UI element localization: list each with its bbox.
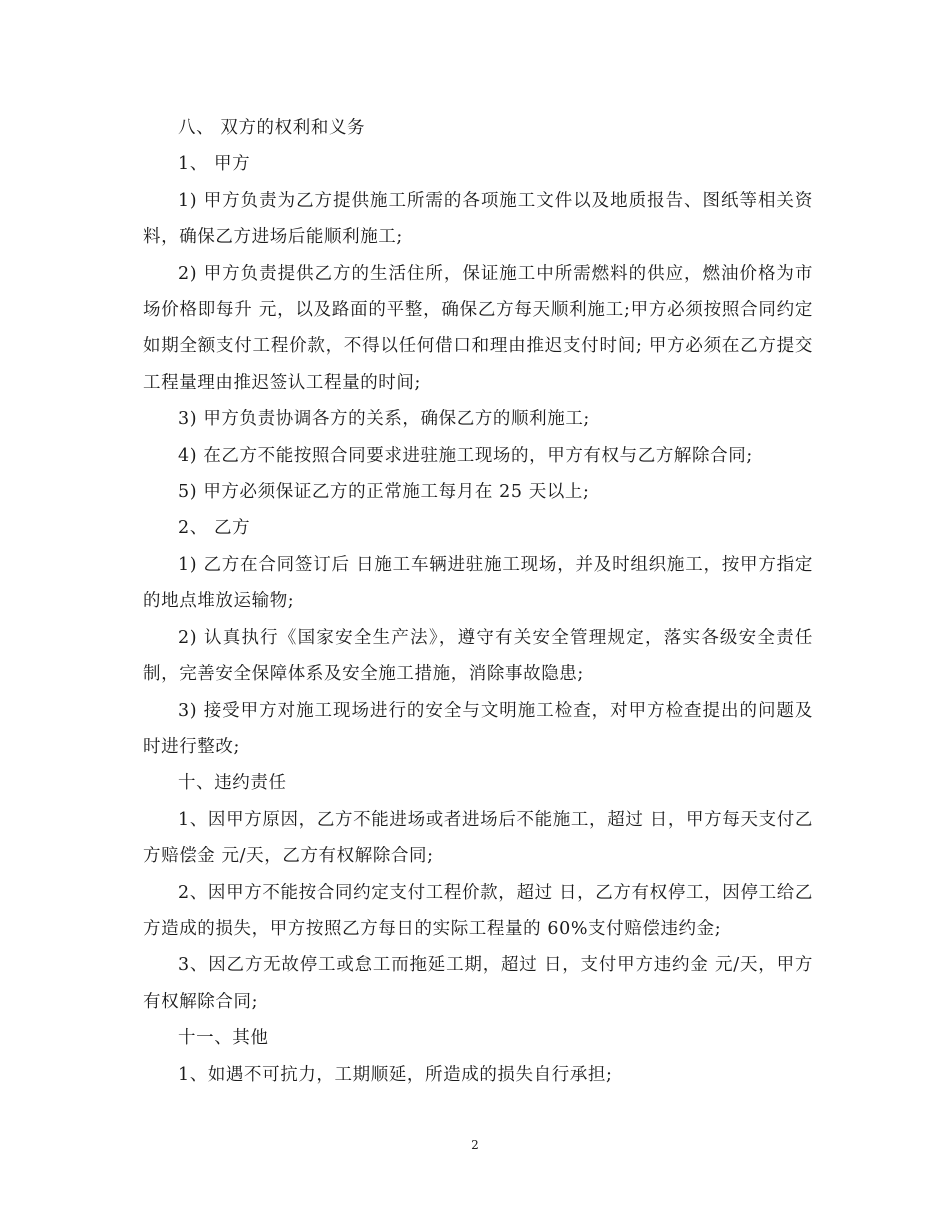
clause-party-a-2: 2) 甲方负责提供乙方的生活住所，保证施工中所需燃料的供应，燃油价格为市场价格即每升 元，以及路面的平整，确保乙方每天顺利施工;甲方必须按照合同约定如期全额支付工程价款，不得以任何借口和理由推迟支付时间; 甲方必须在乙方提交工程量理由推迟签认工程量的时间; [143,263,813,393]
clause-breach-3: 3、因乙方无故停工或怠工而拖延工期，超过 日，支付甲方违约金 元/天，甲方有权解除合同; [143,955,813,1012]
clause-breach-1: 1、因甲方原因，乙方不能进场或者进场后不能施工，超过 日，甲方每天支付乙方赔偿金 元/天，乙方有权解除合同; [143,809,813,867]
section-heading-breach-liability: 十、违约责任 [178,773,287,794]
clause-party-a-4: 4) 在乙方不能按照合同要求进驻施工现场的，甲方有权与乙方解除合同; [178,445,753,466]
clause-party-a-3: 3) 甲方负责协调各方的关系，确保乙方的顺利施工; [178,409,590,430]
clause-party-b-3: 3) 接受甲方对施工现场进行的安全与文明施工检查，对甲方检查提出的问题及时进行整改; [143,700,813,757]
clause-party-b-1: 1) 乙方在合同签订后 日施工车辆进驻施工现场，并及时组织施工，按甲方指定的地点堆放运输物; [143,554,813,612]
clause-party-a-1: 1) 甲方负责为乙方提供施工所需的各项施工文件以及地质报告、图纸等相关资料，确保乙方进场后能顺利施工; [143,190,813,248]
subsection-heading-party-b: 2、 乙方 [178,518,251,539]
page-number: 2 [471,1138,479,1152]
clause-party-b-2: 2) 认真执行《国家安全生产法》，遵守有关安全管理规定，落实各级安全责任制，完善安全保障体系及安全施工措施，消除事故隐患; [143,627,813,685]
document-body [143,110,813,1093]
subsection-heading-party-a: 1、 甲方 [178,154,251,175]
clause-party-a-5: 5) 甲方必须保证乙方的正常施工每月在 25 天以上; [178,482,590,503]
clause-other-1: 1、如遇不可抗力，工期顺延，所造成的损失自行承担; [178,1064,613,1085]
section-heading-rights-obligations: 八、 双方的权利和义务 [178,118,366,138]
section-heading-other: 十一、其他 [178,1028,269,1049]
clause-breach-2: 2、因甲方不能按合同约定支付工程价款，超过 日，乙方有权停工，因停工给乙方造成的损失，甲方按照乙方每日的实际工程量的 60%支付赔偿违约金; [143,882,813,939]
